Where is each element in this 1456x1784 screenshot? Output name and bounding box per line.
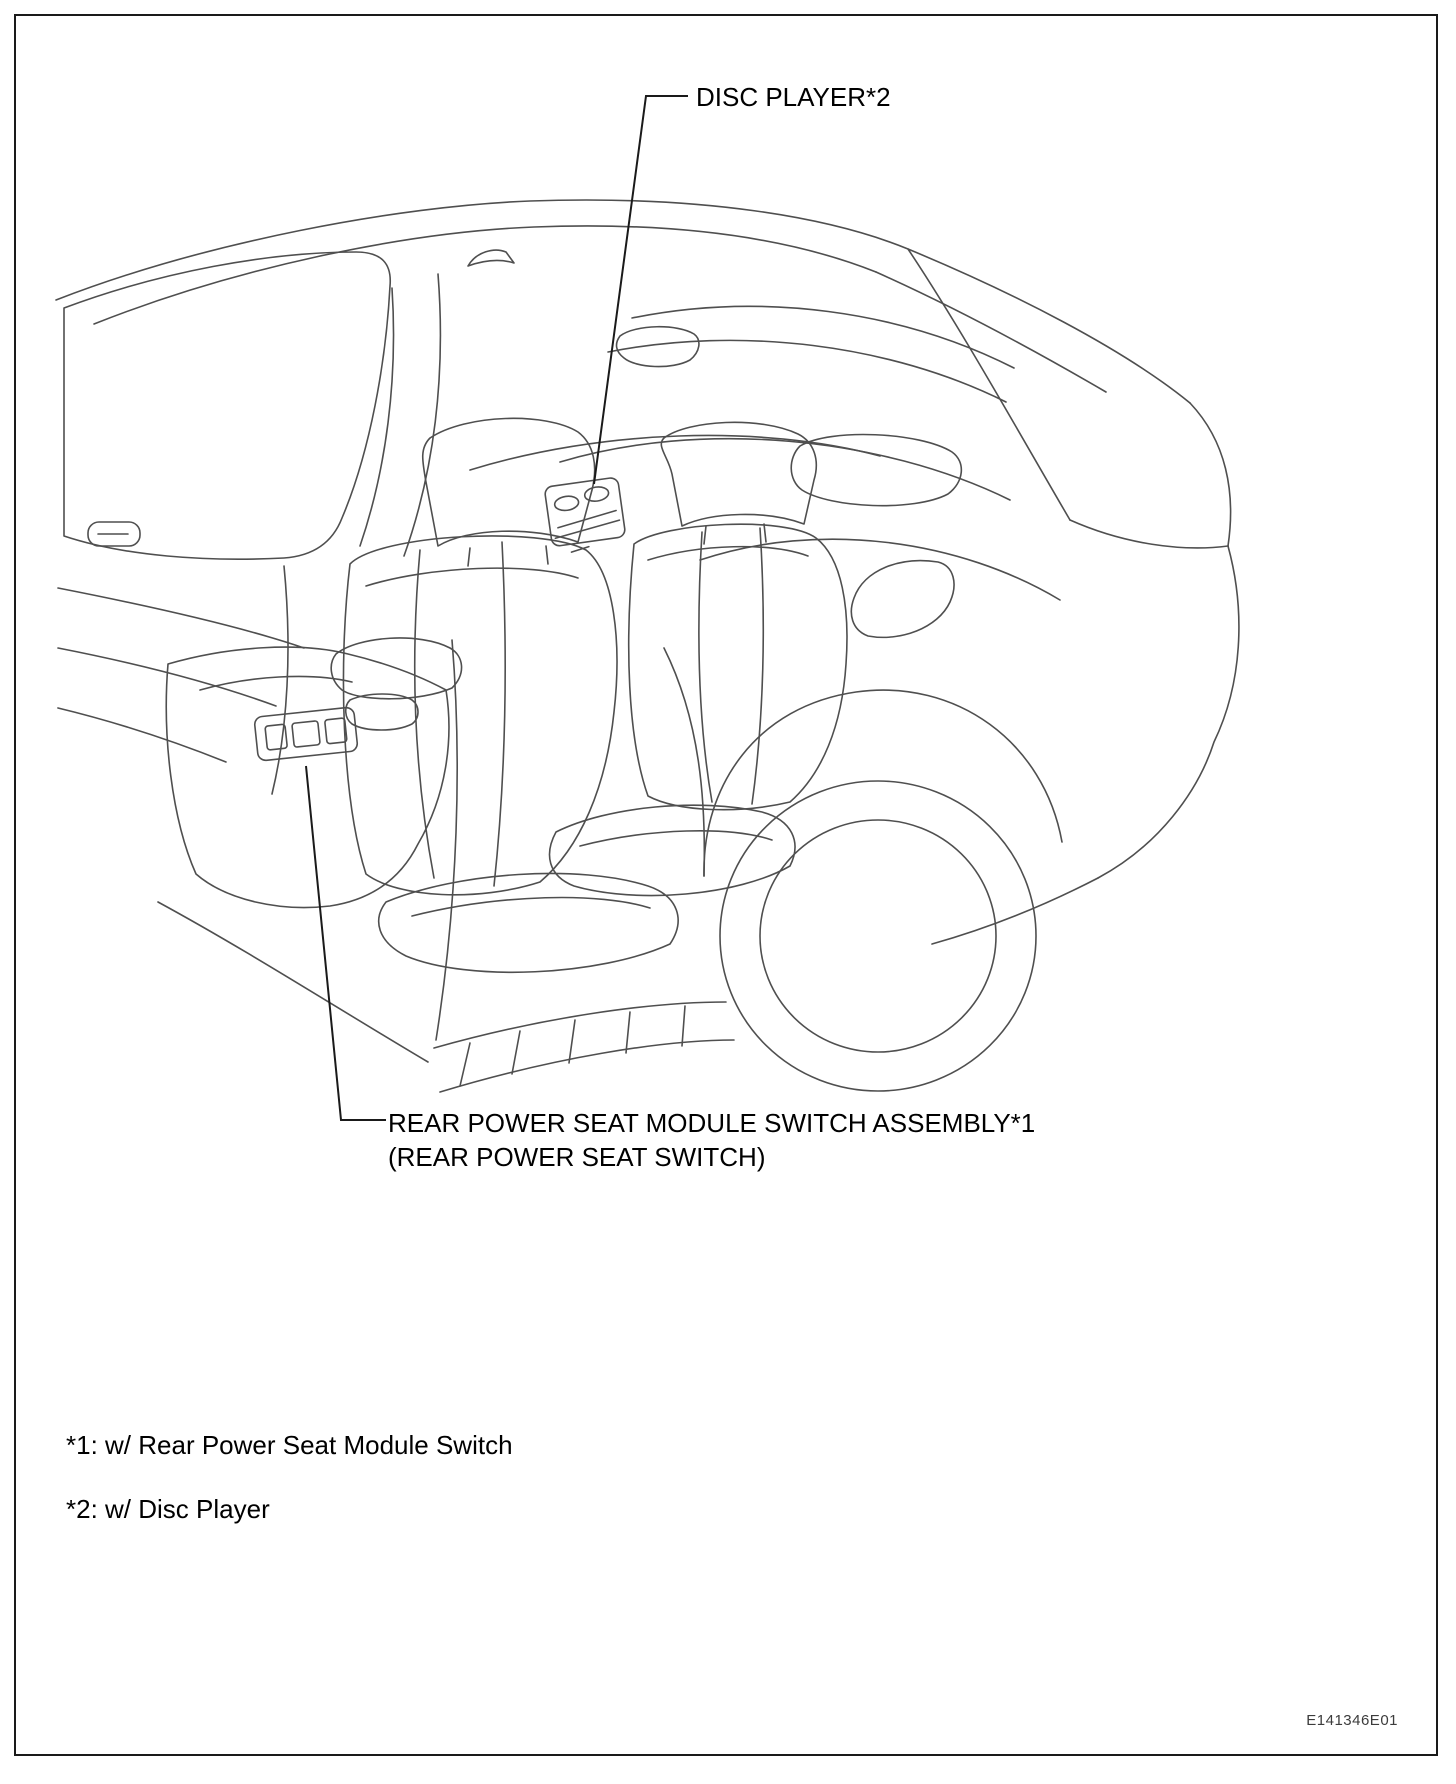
figure-id: E141346E01 [1306, 1712, 1398, 1729]
seat-switch-label-line2: (REAR POWER SEAT SWITCH) [388, 1142, 766, 1172]
car-rear-body [560, 249, 1239, 944]
center-console [166, 638, 461, 908]
car-illustration [56, 200, 1239, 1092]
leader-line-seat-switch [306, 766, 386, 1120]
leader-line-disc-player [594, 96, 688, 484]
seat-switch-label [388, 1106, 1035, 1174]
seat-switch-panel [254, 707, 358, 761]
car-roof [56, 200, 1190, 403]
floor-lines [158, 640, 734, 1092]
rear-wheel [664, 648, 1062, 1091]
car-door-window [58, 252, 440, 794]
footnote-1: *1: w/ Rear Power Seat Module Switch [66, 1430, 513, 1460]
far-rear-seat [550, 422, 847, 895]
seat-switch-label-line1: REAR POWER SEAT MODULE SWITCH ASSEMBLY*1 [388, 1108, 1036, 1138]
disc-player-label: DISC PLAYER*2 [696, 82, 891, 112]
footnote-2: *2: w/ Disc Player [66, 1494, 270, 1524]
